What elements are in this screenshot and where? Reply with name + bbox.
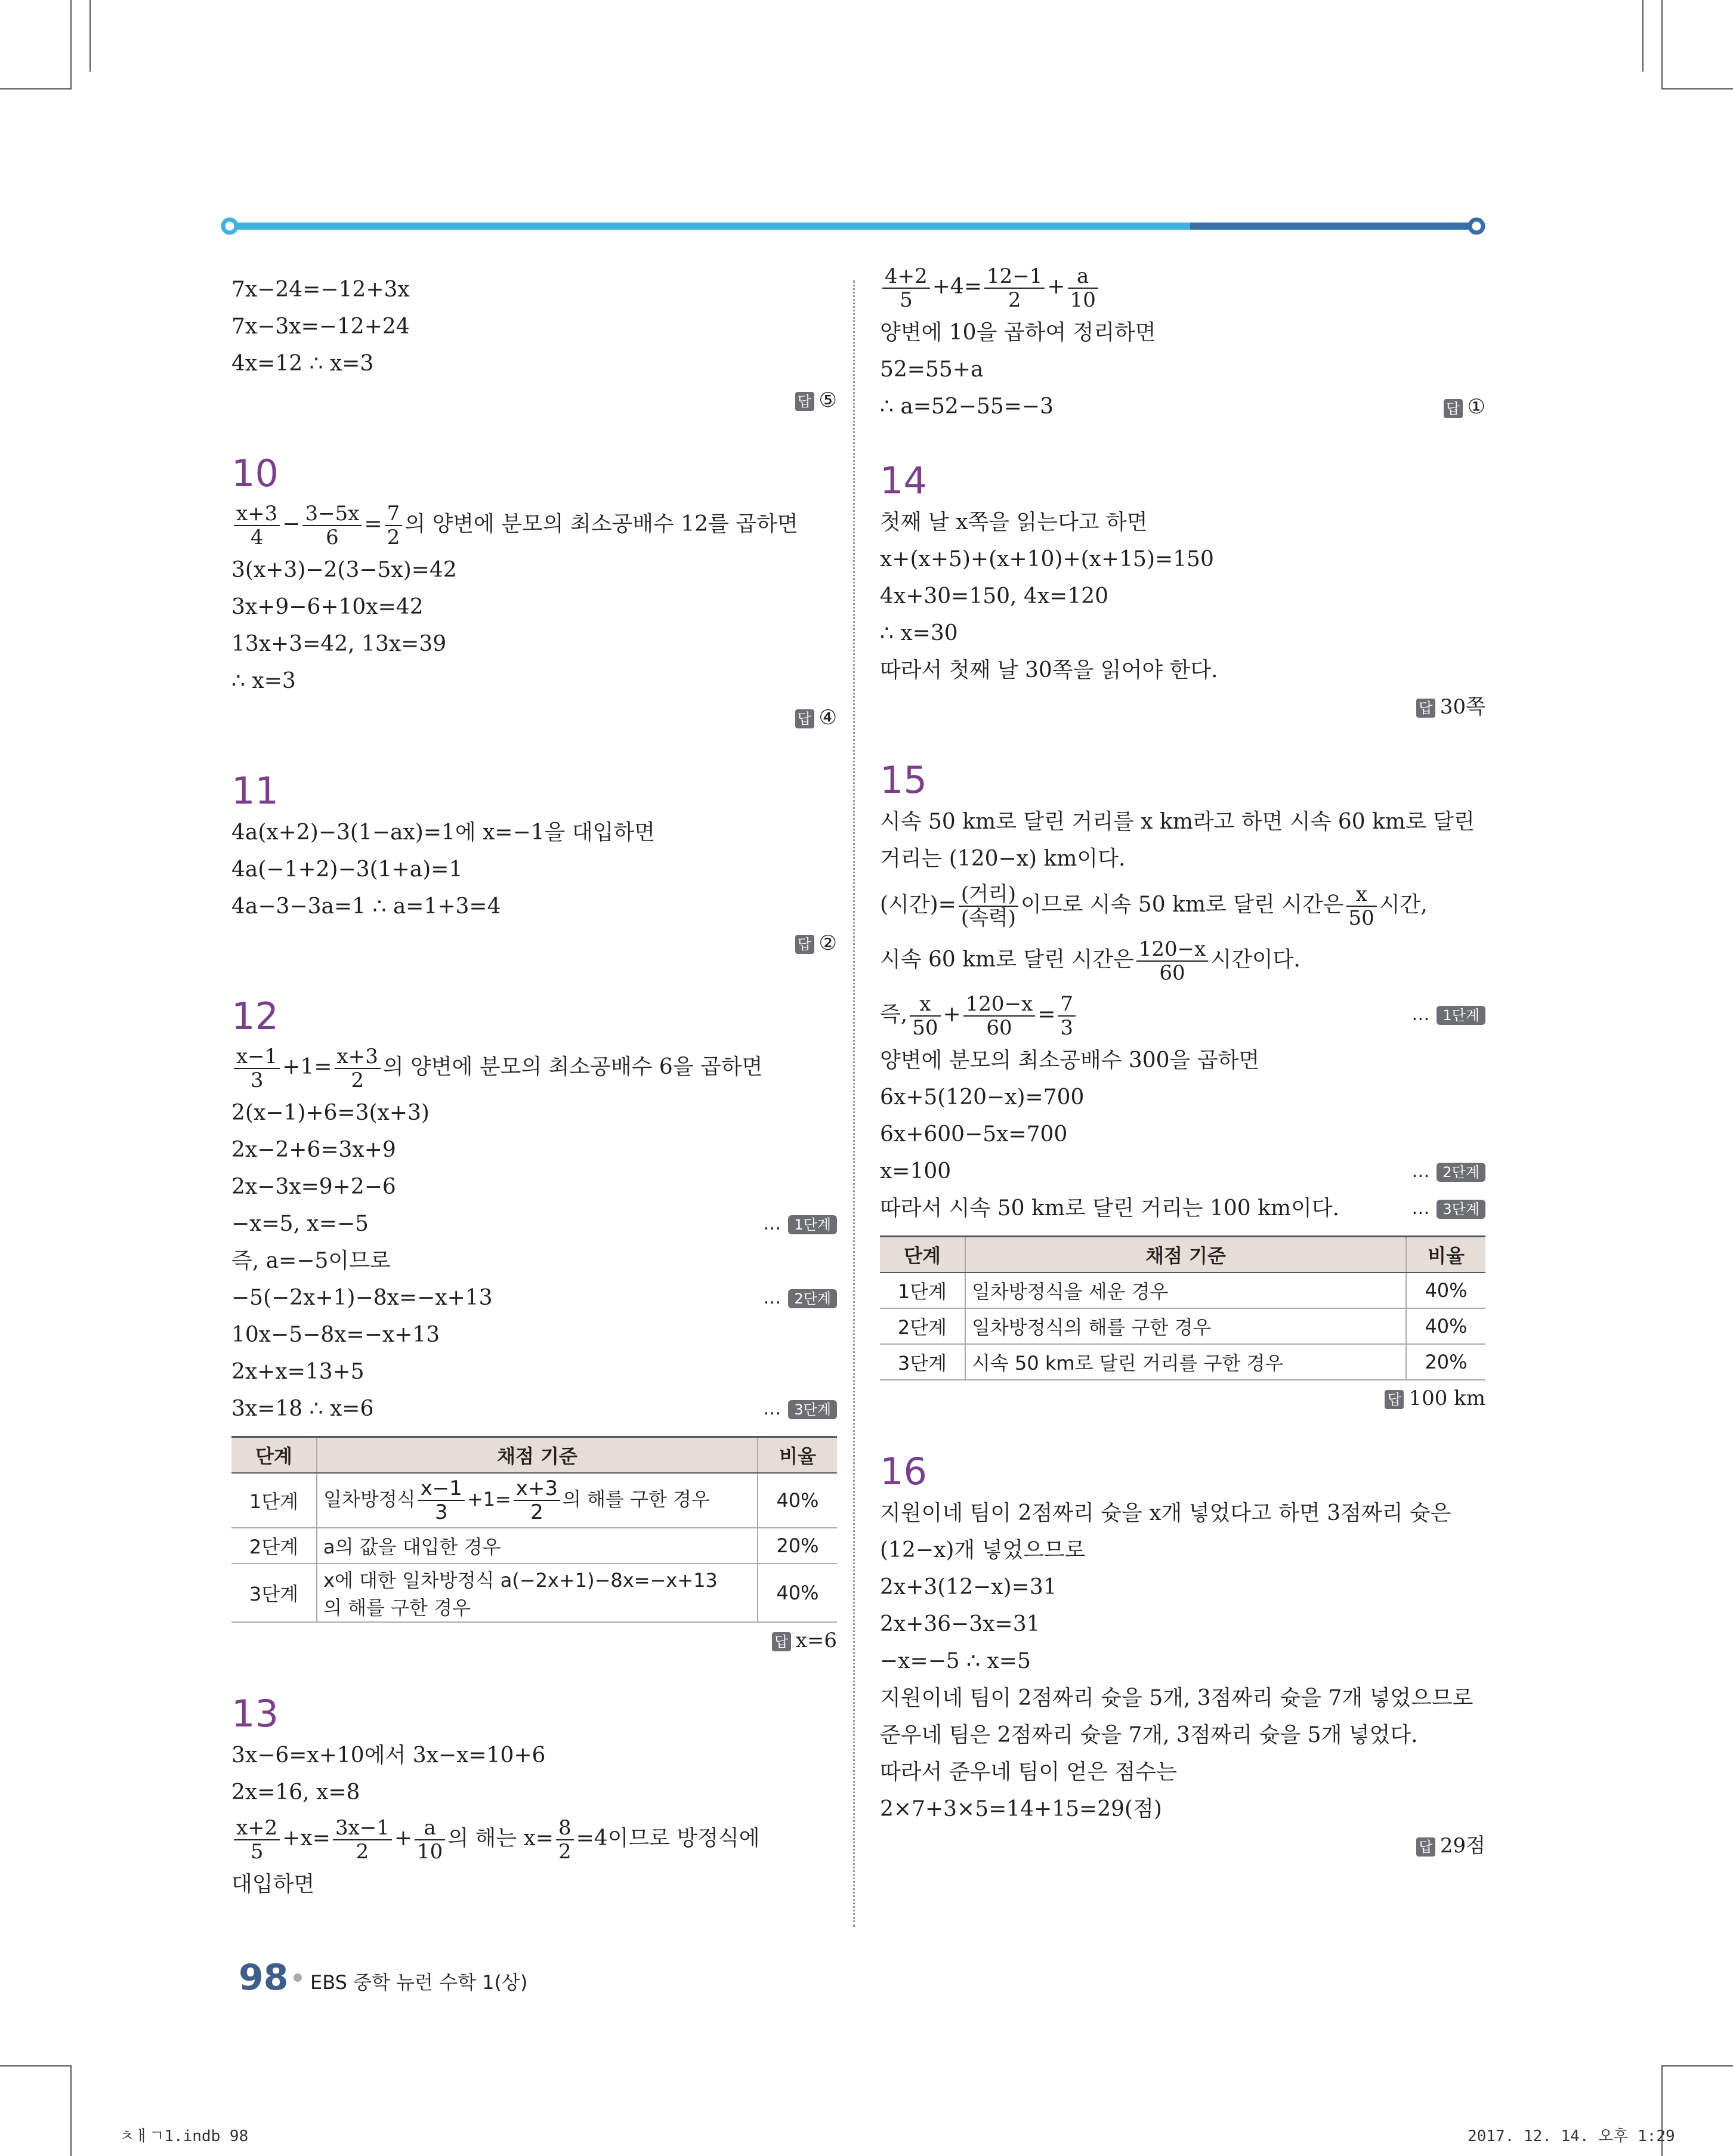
denominator: 10 (1070, 288, 1096, 312)
table-row (231, 1473, 837, 1528)
answer-tag: 답 (795, 392, 814, 411)
table-cell-step: 3단계 (880, 1344, 965, 1380)
solution-line: 2×7+3×5=14+15=29(점) (880, 1797, 1162, 1821)
table-header: 단계 (880, 1237, 965, 1273)
solution-line: −x=−5 ∴ x=5 (880, 1649, 1031, 1673)
fraction (234, 1817, 280, 1863)
answer-value: ⑤ (818, 388, 837, 412)
numerator: x−1 (418, 1477, 465, 1501)
denominator: 2 (558, 1840, 572, 1864)
solution-line (880, 388, 1485, 425)
operator: − (282, 512, 301, 536)
numerator: x+3 (335, 1045, 381, 1069)
footer-bullet (294, 1973, 302, 1982)
table-cell-rate: 20% (758, 1528, 837, 1564)
denominator: 2 (530, 1500, 543, 1524)
denominator: 50 (1348, 906, 1374, 930)
step-marker (763, 1391, 837, 1428)
fraction (514, 1477, 560, 1524)
solution-line: 6x+600−5x=700 (880, 1122, 1068, 1147)
solution-line: 거리는 (120−x) km이다. (880, 847, 1126, 871)
step-dots: … (1411, 1161, 1430, 1182)
solution-line: 시속 50 km로 달린 거리를 x km라고 하면 시속 60 km로 달린 (880, 810, 1475, 834)
denominator: 3 (1060, 1016, 1074, 1040)
table-row (231, 1564, 837, 1622)
operator: +x= (282, 1826, 330, 1851)
table-header-row (231, 1437, 837, 1474)
step-dots: … (1411, 1004, 1430, 1025)
answer-tag: 답 (1416, 1837, 1435, 1857)
step-badge: 1단계 (788, 1215, 837, 1234)
text: =4이므로 방정식에 (576, 1826, 760, 1851)
numerator: 3−5x (302, 502, 362, 526)
crop-mark (1661, 88, 1733, 89)
answer-value: 29점 (1439, 1834, 1485, 1858)
solution-line (880, 1153, 1485, 1190)
problem-11 (231, 770, 837, 961)
table-row (880, 1308, 1485, 1344)
equation: −x=5, x=−5 (231, 1212, 369, 1236)
header-bar-light (230, 223, 1190, 230)
fraction (1068, 265, 1098, 311)
problem-number: 10 (231, 452, 279, 495)
solution-line (880, 260, 1485, 314)
text: 의 해는 x= (447, 1826, 554, 1851)
table-cell-step: 1단계 (880, 1272, 965, 1308)
column-divider (853, 280, 855, 1927)
fraction (910, 993, 940, 1039)
step-dots: … (763, 1287, 781, 1308)
numerator: 7 (1058, 993, 1076, 1017)
answer-tag: 답 (1444, 399, 1463, 418)
solution-line: 2x=16, x=8 (231, 1780, 360, 1805)
denominator: 10 (417, 1840, 443, 1864)
problem-number: 12 (231, 994, 279, 1038)
solution-line: 13x+3=42, 13x=39 (231, 632, 447, 656)
numerator: x+2 (234, 1817, 280, 1840)
operator: + (943, 1002, 961, 1027)
solution-line (231, 1280, 837, 1317)
fraction (333, 1817, 392, 1863)
problem-10 (231, 453, 837, 736)
solution-line: x+(x+5)+(x+10)+(x+15)=150 (880, 547, 1214, 572)
numerator: x+3 (234, 502, 280, 526)
numerator: 8 (556, 1817, 574, 1840)
fraction (1136, 938, 1209, 984)
text: 의 양변에 분모의 최소공배수 6을 곱하면 (382, 1055, 763, 1079)
denominator: 2 (356, 1840, 369, 1864)
numerator: 120−x (1136, 938, 1209, 962)
answer-value: ② (818, 931, 837, 955)
table-cell-rate: 40% (758, 1473, 837, 1528)
crop-mark (70, 2065, 72, 2156)
problem-13 (231, 1693, 837, 1903)
fraction (234, 1045, 280, 1092)
numerator: 120−x (963, 993, 1036, 1017)
answer-tag: 답 (1385, 1390, 1404, 1409)
step-marker (1411, 987, 1485, 1042)
step-dots: … (1411, 1198, 1430, 1219)
solution-line: 지원이네 팀이 2점짜리 슛을 5개, 3점짜리 슛을 7개 넣었으므로 (880, 1686, 1473, 1710)
equation: ∴ a=52−55=−3 (880, 394, 1054, 419)
answer-value: ④ (818, 706, 837, 730)
solution-line: 4x+30=150, 4x=120 (880, 584, 1109, 609)
table-cell-step: 1단계 (231, 1473, 317, 1528)
solution-line: 지원이네 팀이 2점짜리 슛을 x개 넣었다고 하면 3점짜리 슛은 (880, 1501, 1451, 1525)
table-header: 채점 기준 (965, 1237, 1406, 1273)
table-cell-rate: 40% (1406, 1308, 1485, 1344)
problem-number: 16 (880, 1450, 927, 1493)
problem-number: 14 (880, 459, 927, 502)
text: (시간)= (880, 892, 956, 917)
crop-mark (1642, 0, 1644, 72)
solution-line: 3(x+3)−2(3−5x)=42 (231, 558, 457, 582)
solution-line: 4a(x+2)−3(1−ax)=1에 x=−1을 대입하면 (231, 820, 655, 845)
equation: x=100 (880, 1159, 952, 1184)
equation: −5(−2x+1)−8x=−x+13 (231, 1286, 493, 1310)
denominator: 5 (900, 288, 913, 312)
left-column (231, 271, 837, 1903)
crop-mark (89, 0, 91, 72)
numerator: x (910, 993, 940, 1017)
numerator: a (1068, 265, 1098, 289)
print-slug-file: ㅊㅐㄱ1.indb 98 (119, 2127, 249, 2145)
problem-14 (880, 460, 1485, 725)
text: 시간, (1379, 892, 1428, 917)
text: 일차방정식 (323, 1488, 416, 1511)
table-cell-step: 2단계 (231, 1528, 317, 1564)
answer-value: x=6 (795, 1629, 837, 1652)
answer-value: ① (1467, 395, 1485, 419)
solution-line (231, 1391, 837, 1428)
text: x에 대한 일차방정식 a(−2x+1)−8x=−x+13 (323, 1569, 718, 1592)
grading-table (880, 1235, 1485, 1380)
print-slug-date: 2017. 12. 14. 오후 1:29 (1468, 2127, 1675, 2145)
fraction (556, 1817, 574, 1863)
step-badge: 3단계 (1437, 1200, 1485, 1219)
table-cell-criterion (317, 1564, 758, 1622)
denominator: 50 (912, 1016, 938, 1040)
denominator: 3 (250, 1068, 264, 1092)
operator: + (394, 1826, 413, 1851)
text: 이므로 시속 50 km로 달린 시간은 (1021, 892, 1344, 917)
solution-line: 2(x−1)+6=3(x+3) (231, 1101, 430, 1125)
problem-number: 13 (231, 1692, 279, 1735)
step-marker (763, 1206, 837, 1243)
step-badge: 1단계 (1437, 1006, 1485, 1025)
solution-line: 4x=12 ∴ x=3 (231, 351, 374, 376)
solution-line: 3x−6=x+10에서 3x−x=10+6 (231, 1743, 546, 1768)
table-header: 채점 기준 (317, 1437, 758, 1474)
operator: + (1047, 274, 1065, 299)
operator: = (364, 512, 382, 536)
grading-table (231, 1436, 837, 1623)
fraction (1346, 883, 1377, 929)
table-header: 단계 (231, 1437, 317, 1474)
denominator: 2 (351, 1068, 364, 1092)
page-number: 98 (239, 1957, 289, 1999)
answer-value: 30쪽 (1439, 695, 1485, 719)
solution-line: 52=55+a (880, 357, 984, 382)
answer-tag: 답 (795, 935, 814, 954)
solution-line: 7x−24=−12+3x (231, 277, 410, 302)
numerator: 4+2 (882, 265, 930, 289)
solution-line: 4a−3−3a=1 ∴ a=1+3=4 (231, 894, 501, 919)
solution-line: 10x−5−8x=−x+13 (231, 1323, 440, 1347)
table-cell-rate: 20% (1406, 1344, 1485, 1380)
text: 의 양변에 분모의 최소공배수 12를 곱하면 (404, 512, 798, 536)
answer-tag: 답 (1416, 699, 1435, 718)
fraction (963, 993, 1036, 1039)
answer-value: 100 km (1408, 1386, 1485, 1410)
solution-line: 4a(−1+2)−3(1+a)=1 (231, 857, 463, 882)
solution-line: 2x−3x=9+2−6 (231, 1175, 396, 1199)
solution-line: 준우네 팀은 2점짜리 슛을 7개, 3점짜리 슛을 5개 넣었다. (880, 1723, 1418, 1747)
crop-mark (1661, 0, 1663, 89)
solution-line: (12−x)개 넣었으므로 (880, 1538, 1086, 1562)
header-bar-dark (1190, 223, 1476, 230)
answer-line (231, 925, 837, 961)
numerator: (거리) (959, 883, 1018, 907)
fraction (882, 265, 930, 311)
solution-line: 따라서 첫째 날 30쪽을 읽어야 한다. (880, 658, 1218, 682)
fraction (959, 883, 1018, 929)
problem-12 (231, 996, 837, 1658)
step-badge: 3단계 (788, 1400, 837, 1419)
solution-line (880, 1190, 1485, 1227)
denominator: (속력) (960, 906, 1017, 930)
crop-mark (0, 2065, 72, 2067)
numerator: x (1346, 883, 1377, 907)
fraction (335, 1045, 381, 1092)
numerator: a (415, 1817, 445, 1840)
header-bar (221, 217, 1485, 235)
answer-inline (1444, 388, 1485, 427)
table-cell-criterion: 일차방정식의 해를 구한 경우 (965, 1308, 1406, 1344)
step-marker (1411, 1153, 1485, 1190)
table-header: 비율 (1406, 1237, 1485, 1273)
step-badge: 2단계 (788, 1289, 837, 1308)
table-cell-step: 2단계 (880, 1308, 965, 1344)
fraction (234, 502, 280, 549)
operator: = (1037, 1002, 1056, 1027)
numerator: x+3 (514, 1477, 560, 1501)
table-cell-rate: 40% (758, 1564, 837, 1622)
denominator: 60 (1159, 961, 1185, 985)
answer-line (231, 1623, 837, 1658)
book-title: EBS 중학 뉴런 수학 1(상) (310, 1971, 528, 1994)
table-header-row (880, 1237, 1485, 1273)
equation: 따라서 시속 50 km로 달린 거리는 100 km이다. (880, 1196, 1340, 1221)
table-cell-criterion: 시속 50 km로 달린 거리를 구한 경우 (965, 1344, 1406, 1380)
answer-line (880, 689, 1485, 725)
table-cell-criterion: a의 값을 대입한 경우 (317, 1528, 758, 1564)
fraction (418, 1477, 465, 1524)
solution-line: 2x−2+6=3x+9 (231, 1138, 396, 1162)
answer-line (231, 382, 837, 418)
answer-line (880, 1380, 1485, 1416)
solution-line (880, 878, 1485, 932)
header-bar-right-dot (1470, 220, 1483, 233)
solution-line: 따라서 준우네 팀이 얻은 점수는 (880, 1760, 1177, 1784)
crop-mark (0, 88, 72, 89)
solution-line (231, 1040, 837, 1095)
table-cell-criterion: 일차방정식을 세운 경우 (965, 1272, 1406, 1308)
fraction (984, 265, 1045, 311)
text: 시속 60 km로 달린 시간은 (880, 947, 1134, 972)
fraction (302, 502, 362, 549)
denominator: 3 (434, 1500, 448, 1524)
operator: +1= (282, 1055, 332, 1079)
problem-15 (880, 759, 1485, 1416)
solution-line: ∴ x=30 (880, 621, 958, 645)
denominator: 5 (250, 1840, 264, 1864)
numerator: 3x−1 (333, 1817, 392, 1840)
denominator: 60 (986, 1016, 1012, 1040)
table-cell-step: 3단계 (231, 1564, 317, 1622)
numerator: 7 (385, 502, 403, 526)
solution-line (231, 1811, 837, 1866)
table-cell-rate: 40% (1406, 1272, 1485, 1308)
text: 의 해를 구한 경우 (563, 1488, 710, 1511)
solution-line (231, 1206, 837, 1243)
solution-line: 즉, a=−5이므로 (231, 1249, 391, 1273)
solution-line: 양변에 10을 곱하여 정리하면 (880, 320, 1156, 345)
crop-mark (70, 0, 72, 89)
solution-line: 3x+9−6+10x=42 (231, 595, 424, 619)
solution-line (880, 932, 1485, 987)
solution-line (880, 987, 1485, 1042)
problem-number: 15 (880, 758, 927, 802)
equation: 3x=18 ∴ x=6 (231, 1397, 374, 1421)
step-dots: … (763, 1398, 781, 1419)
operator: +1= (467, 1488, 511, 1511)
fraction (1058, 993, 1076, 1039)
denominator: 2 (1008, 288, 1021, 312)
header-bar-left-dot (223, 220, 236, 233)
solution-line: 양변에 분모의 최소공배수 300을 곱하면 (880, 1048, 1260, 1073)
solution-line: 2x+x=13+5 (231, 1360, 364, 1384)
solution-line: 2x+36−3x=31 (880, 1612, 1040, 1636)
step-dots: … (763, 1213, 781, 1234)
denominator: 2 (387, 526, 400, 549)
solution-line (231, 497, 837, 552)
problem-16 (880, 1451, 1485, 1864)
numerator: 12−1 (984, 265, 1045, 289)
solution-line: 대입하면 (231, 1872, 315, 1896)
table-row (231, 1528, 837, 1564)
table-cell-criterion (317, 1473, 758, 1528)
text: 시간이다. (1210, 947, 1300, 972)
numerator: x−1 (234, 1045, 280, 1069)
text: 즉, (880, 1002, 908, 1027)
step-marker (1411, 1190, 1485, 1227)
fraction (385, 502, 403, 549)
answer-line (231, 700, 837, 736)
answer-line (880, 1828, 1485, 1864)
denominator: 4 (250, 526, 264, 549)
crop-mark (1661, 2065, 1733, 2067)
fraction (415, 1817, 445, 1863)
solution-line: ∴ x=3 (231, 669, 296, 693)
solution-line: 2x+3(12−x)=31 (880, 1575, 1057, 1599)
table-row (880, 1344, 1485, 1380)
table-header: 비율 (758, 1437, 837, 1474)
solution-line: 7x−3x=−12+24 (231, 314, 410, 339)
problem-13-continued (880, 260, 1485, 425)
problem-9-continued (231, 271, 837, 418)
text: 의 해를 구한 경우 (323, 1596, 471, 1619)
right-column (880, 264, 1485, 1864)
denominator: 6 (326, 526, 339, 549)
solution-line: 6x+5(120−x)=700 (880, 1085, 1085, 1110)
problem-number: 11 (231, 769, 279, 813)
step-badge: 2단계 (1437, 1163, 1485, 1182)
operator: +4= (932, 274, 982, 299)
solution-line: 첫째 날 x쪽을 읽는다고 하면 (880, 510, 1148, 535)
answer-tag: 답 (795, 709, 814, 728)
answer-tag: 답 (772, 1632, 791, 1651)
table-row (880, 1272, 1485, 1308)
step-marker (763, 1280, 837, 1317)
